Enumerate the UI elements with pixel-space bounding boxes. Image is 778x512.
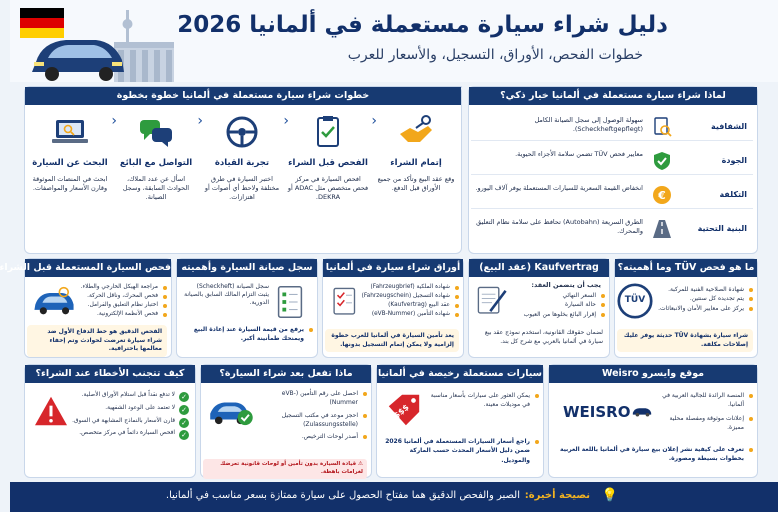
step-search-car	[27, 112, 113, 237]
page-subtitle: خطوات الفحص، الأوراق، التسجيل، والأسعار للعرب	[347, 47, 643, 63]
contract-panel-title: Kaufvertrag (عقد البيع)	[469, 259, 609, 277]
steps-panel-title: خطوات شراء سيارة مستعملة في ألمانيا خطوة بخطوة	[25, 87, 461, 105]
tuv-bullet: يتم تجديده كل سنتين.	[655, 294, 753, 303]
svg-text:€: €	[658, 189, 666, 202]
maintenance-panel-title: سجل صيانة السيارة وأهميته	[177, 259, 317, 277]
weisro-panel	[548, 364, 758, 478]
after-purchase-panel-title: ماذا تفعل بعد شراء السيارة؟	[201, 365, 371, 383]
step-title: التواصل مع البائع	[119, 158, 193, 168]
tuv-note: شراء سيارة بشهادة TÜV حديثة يوفر عليك إصلاحات مكلفة.	[617, 329, 753, 352]
why-row-label: الشفافية	[710, 122, 747, 131]
steering-wheel-icon	[222, 114, 262, 150]
papers-panel	[322, 258, 464, 358]
step-test-drive	[199, 112, 285, 237]
handshake-key-icon	[396, 114, 436, 150]
price-tag-text: $$$	[392, 402, 411, 421]
papers-bullets	[363, 283, 459, 319]
after-bullet: احصل على رقم التأمين (eVB-Nummer)	[257, 389, 367, 408]
car-inspection-icon	[31, 285, 77, 317]
step-arrow-icon: ‹	[371, 113, 377, 129]
step-contact-seller	[113, 112, 199, 237]
contract-bullets	[509, 291, 605, 319]
step-title: البحث عن السيارة	[32, 158, 108, 168]
header	[10, 0, 778, 82]
contract-intro: يجب أن يتضمن العقد:	[531, 281, 601, 289]
weisro-note-list	[553, 445, 753, 464]
weisro-panel-title: موقع وايسرو Weisro	[549, 365, 757, 383]
why-row-text: انخفاض القيمة السعرية للسيارات المستعملة يوفر آلاف اليورو.	[475, 184, 643, 192]
step-desc: ابحث في المنصات الموثوقة وقارن الأسعار والمواصفات.	[32, 175, 108, 193]
mistakes-list	[71, 389, 189, 440]
step-arrow-icon: ‹	[283, 113, 289, 129]
why-row-text: سهولة الوصول إلى سجل الصيانة الكامل (Scheckheftgepflegt).	[534, 116, 643, 133]
contract-panel	[468, 258, 610, 358]
warning-triangle-icon	[33, 395, 69, 427]
step-desc: وقع عقد البيع وتأكد من جميع الأوراق قبل الدفع.	[377, 175, 455, 193]
documents-checklist-icon	[329, 283, 363, 321]
maintenance-text	[181, 283, 269, 307]
why-row-text: معايير فحص TÜV تضمن سلامة الأجزاء الحيوية.	[515, 150, 643, 158]
after-purchase-panel	[200, 364, 372, 478]
why-row-infrastructure	[471, 215, 753, 243]
mistake-item: ✓ لا تدفع نقداً قبل استلام الأوراق الأصلية.	[71, 389, 189, 402]
shield-check-icon	[651, 150, 673, 172]
checklist-icon	[271, 283, 309, 321]
why-row-label: البنية التحتية	[697, 224, 747, 233]
inspection-bullet: مراجعة الهيكل الخارجي والطلاء.	[77, 283, 167, 292]
cheap-bullet: يمكن العثور على سيارات بأسعار مناسبة في موديلات معينة.	[429, 391, 539, 410]
inspection-bullets	[77, 283, 167, 319]
inspection-note: الفحص الدقيق هو خط الدفاع الأول ضد شراء سيارة تعرضت لحوادث وتم إخفاء معالمها باحترافية.	[27, 325, 167, 357]
laptop-search-icon	[50, 114, 90, 150]
footer-text: الصبر والفحص الدقيق هما مفتاح الحصول على سيارة ممتازة بسعر مناسب في ألمانيا.	[165, 490, 520, 501]
maintenance-note-list	[179, 325, 313, 344]
footer-tip	[10, 482, 778, 512]
germany-flag-icon	[20, 8, 64, 38]
inspection-bullet: اختبار نظام التعليق والفرامل.	[77, 301, 167, 310]
tuv-badge-text: TÜV	[624, 295, 646, 305]
after-bullets	[257, 389, 367, 441]
papers-bullet: شهادة التأمين (eVB-Nummer)	[363, 310, 459, 319]
document-search-icon	[651, 116, 673, 138]
after-bullet: أصدر لوحات الترخيص.	[257, 432, 367, 441]
step-title: إتمام الشراء	[390, 158, 442, 168]
step-title: الفحص قبل الشراء	[288, 158, 368, 168]
tuv-panel-title: ما هو فحص TÜV وما أهميته؟	[615, 259, 757, 277]
inspection-bullet: فحص الأنظمة الإلكترونية.	[77, 310, 167, 319]
mistakes-panel	[24, 364, 196, 478]
contract-bullet: حالة السيارة	[509, 300, 605, 309]
weisro-bullets	[657, 391, 753, 432]
cheap-bullets	[429, 391, 539, 410]
papers-bullet: شهادة الملكية (Fahrzeugbrief)	[363, 283, 459, 292]
weisro-bullet: إعلانات موثوقة ومفصلة محلية مميزة.	[657, 414, 753, 433]
tuv-bullet: شهادة الصلاحية الفنية للمركبة.	[655, 285, 753, 294]
mistake-item: ✓ لا تعتمد على الوعود الشفهية.	[71, 402, 189, 415]
contract-bullet: السعر النهائي	[509, 291, 605, 300]
step-complete-purchase	[373, 112, 459, 237]
mistakes-panel-title: كيف تتجنب الأخطاء عند الشراء؟	[25, 365, 195, 383]
why-panel	[468, 86, 758, 254]
step-desc: افحص السيارة في مركز فحص متخصص مثل ADAC أو DEKRA.	[287, 175, 369, 202]
step-desc: اختبر السيارة في طرق مختلفة ولاحظ أي أصوات أو اهتزازات.	[204, 175, 280, 202]
weisro-logo: WEISRO	[563, 403, 631, 421]
papers-bullet: شهادة التسجيل (Fahrzeugschein)	[363, 292, 459, 301]
steps-panel	[24, 86, 462, 254]
tuv-bullets	[655, 285, 753, 313]
road-icon	[651, 218, 673, 240]
cheap-note: راجع أسعار السيارات المستعملة في ألمانيا 2026 ضمن دليل الأسعار المحدث حسب الماركة والموديل.	[381, 437, 539, 465]
tuv-bullet: يركز على معايير الأمان والانبعاثات.	[655, 304, 753, 313]
papers-bullet: عقد البيع (Kaufvertrag)	[363, 301, 459, 310]
cheap-note-list	[381, 437, 539, 465]
weisro-bullet: المنصة الرائدة للجالية العربية في ألمانيا.	[657, 391, 753, 410]
step-arrow-icon: ‹	[111, 113, 117, 129]
chat-bubbles-icon	[136, 114, 176, 150]
contract-pen-icon	[475, 283, 509, 319]
step-inspection	[285, 112, 371, 237]
footer-label: نصيحة أخيرة:	[524, 490, 590, 501]
cheap-cars-panel-title: سيارات مستعملة رخيصة في ألمانيا	[377, 365, 543, 383]
lightbulb-icon: 💡	[601, 488, 618, 503]
tuv-panel	[614, 258, 758, 358]
inspection-panel	[0, 258, 172, 358]
step-title: تجربة القيادة	[214, 158, 270, 168]
car-check-icon	[207, 393, 255, 427]
mistake-item: ✓ افحص السيارة دائماً في مركز متخصص.	[71, 427, 189, 440]
page-title: دليل شراء سيارة مستعملة في ألمانيا 2026	[177, 12, 668, 38]
why-row-text: الطرق السريعة (Autobahn) تحافظ على سلامة نظام التعليق والمحرك.	[476, 218, 643, 235]
papers-panel-title: أوراق شراء سيارة في ألمانيا	[323, 259, 463, 277]
after-bullet: احجز موعد في مكتب التسجيل (Zulassungsstelle)	[257, 411, 367, 430]
clipboard-check-icon	[308, 114, 348, 150]
why-panel-title: لماذا شراء سيارة مستعملة في ألمانيا خيار ذكي؟	[469, 87, 757, 105]
why-row-quality	[471, 147, 753, 175]
cheap-cars-panel	[376, 364, 544, 478]
mistake-item: ✓ قارن الأسعار بالنماذج المشابهة في السوق.	[71, 415, 189, 428]
contract-bullet: إقرار البائع بخلوها من العيوب	[509, 310, 605, 319]
why-row-label: التكلفة	[719, 190, 747, 199]
why-row-transparency	[471, 113, 753, 141]
warning-icon: ⚠	[358, 461, 363, 467]
why-row-label: الجودة	[721, 156, 747, 165]
inspection-panel-title: فحص السيارة المستعملة قبل الشراء	[25, 259, 171, 277]
step-arrow-icon: ‹	[197, 113, 203, 129]
maintenance-panel	[176, 258, 318, 358]
contract-note: لضمان حقوقك القانونية، استخدم نموذج عقد بيع سيارة في ألمانيا بالعربي مع شرح كل بند.	[484, 329, 603, 345]
after-warning-text: قيادة السيارة بدون تأمين أو لوحات قانونية تعرضك لغرامات باهظة.	[220, 461, 363, 475]
euro-coin-icon	[651, 184, 673, 206]
why-row-cost	[471, 181, 753, 209]
after-warning	[203, 459, 367, 479]
maintenance-note: يرفع من قيمة السيارة عند إعادة البيع ويمنحك طمأنينة أكبر.	[179, 325, 313, 344]
car-icon	[631, 405, 653, 417]
inspection-bullet: فحص المحرك، وناقل الحركة.	[77, 292, 167, 301]
weisro-note: تعرف على كيفية نشر إعلان بيع سيارة في ألمانيا باللغة العربية بخطوات بسيطة ومصورة.	[553, 445, 753, 464]
maintenance-line: سجل الصيانة (Scheckheft)	[196, 283, 269, 290]
maintenance-line: يثبت التزام المالك السابق بالصيانة الدورية.	[184, 291, 269, 307]
step-desc: اسأل عن عدد الملاك، الحوادث السابقة، وسجل الصيانة.	[122, 175, 190, 202]
papers-note: يعد تأمين السيارة في ألمانيا للعرب خطوة إلزامية ولا يمكن إتمام التسجيل بدونها.	[325, 329, 459, 352]
